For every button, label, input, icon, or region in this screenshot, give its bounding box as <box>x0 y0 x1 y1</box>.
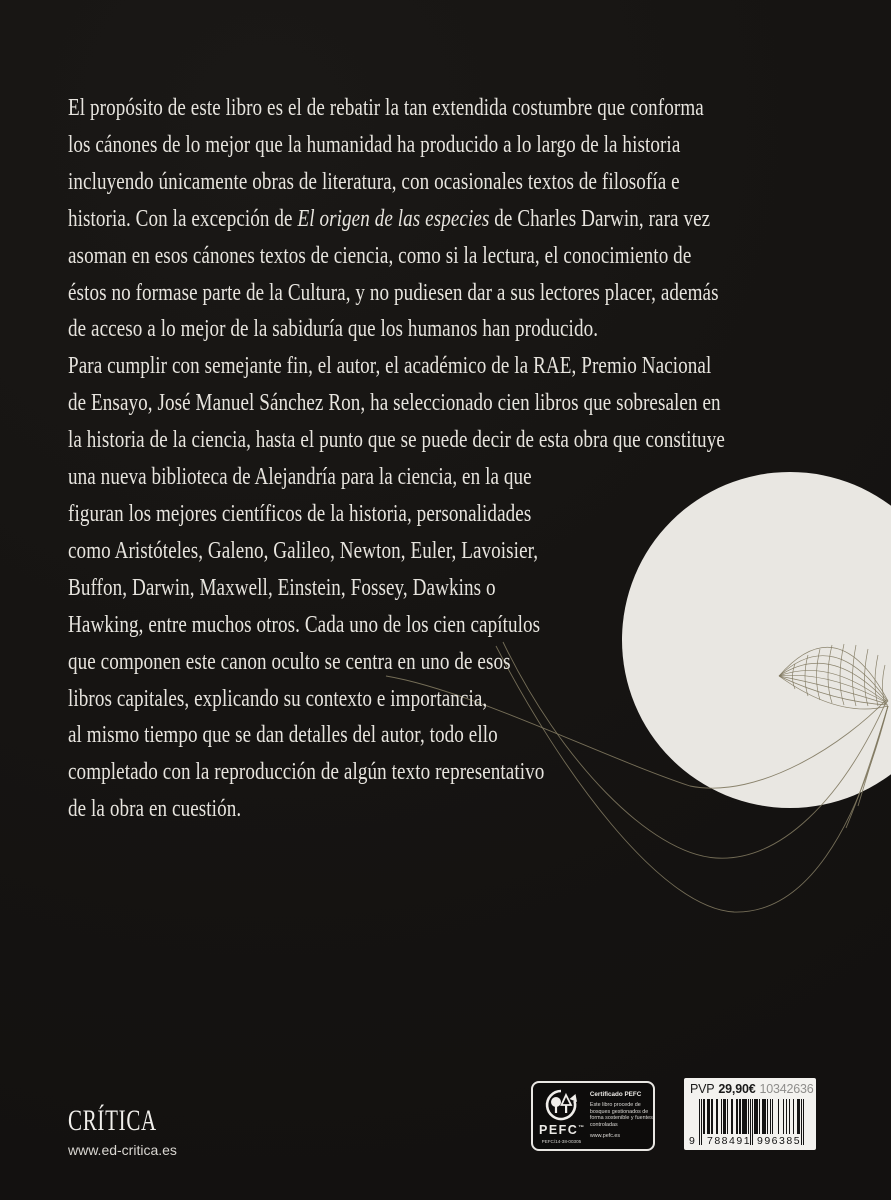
pefc-description-line: controladas <box>589 1121 618 1128</box>
barcode-digits-right: 996385 <box>757 1135 802 1147</box>
text-line: una nueva biblioteca de Alejandría para la ciencia, en la que <box>68 463 532 491</box>
pefc-logo-block <box>539 1088 584 1145</box>
pefc-description-line: Este libro procede de <box>589 1102 641 1108</box>
text-line: que componen este canon oculto se centra en uno de esos <box>68 647 511 675</box>
text-line: de Ensayo, José Manuel Sánchez Ron, ha seleccionado cien libros que sobresalen en <box>68 389 721 417</box>
text-line: incluyendo únicamente obras de literatura, con ocasionales textos de filosofía e <box>68 167 680 195</box>
text-line: historia. Con la excepción de El origen de las especies de Charles Darwin, rara vez <box>68 204 711 232</box>
text-line: Hawking, entre muchos otros. Cada uno de los cien capítulos <box>68 610 541 638</box>
ean-barcode <box>690 1097 810 1146</box>
text-line: figuran los mejores científicos de la historia, personalidades <box>68 499 532 527</box>
text-line: Para cumplir con semejante fin, el autor, el académico de la RAE, Premio Nacional <box>68 352 712 380</box>
pefc-logo-icon <box>544 1088 578 1122</box>
pefc-description <box>590 1102 653 1128</box>
price-line <box>690 1082 814 1096</box>
pvp-label: PVP <box>690 1082 715 1096</box>
pefc-logo-label: PEFC <box>539 1123 579 1138</box>
pefc-description-line: bosques gestionados de <box>589 1108 649 1115</box>
pefc-trademark: ™ <box>578 1125 584 1131</box>
price-value: 29,90€ <box>718 1082 756 1096</box>
text-line: de acceso a lo mejor de la sabiduría que los humanos han producido. <box>68 315 599 343</box>
pefc-card <box>531 1081 655 1151</box>
pefc-description-line: forma sostenible y fuentes <box>589 1115 653 1122</box>
pefc-logo-text <box>539 1122 584 1137</box>
barcode-digits <box>690 1135 810 1147</box>
pefc-cert-code: PEFC/14-38-00305 <box>541 1139 582 1145</box>
publisher-logo: CRÍTICA <box>68 1104 157 1137</box>
text-line: libros capitales, explicando su contexto e importancia, <box>68 684 488 712</box>
text-line: completado con la reproducción de algún texto representativo <box>68 758 545 786</box>
italic-book-title: El origen de las especies <box>297 204 490 232</box>
text-line: éstos no formase parte de la Cultura, y no pudiesen dar a sus lectores placer, además <box>68 278 719 306</box>
back-cover-text <box>68 90 891 828</box>
text-line: como Aristóteles, Galeno, Galileo, Newton, Euler, Lavoisier, <box>68 536 539 564</box>
price-barcode-sticker <box>684 1078 816 1150</box>
text-line: de la obra en cuestión. <box>68 795 242 823</box>
pefc-title: Certificado PEFC <box>589 1091 642 1098</box>
publisher-block <box>68 1104 195 1158</box>
text-line: la historia de la ciencia, hasta el punto que se puede decir de esta obra que constituye <box>68 426 725 454</box>
text-line: Buffon, Darwin, Maxwell, Einstein, Fossey, Dawkins o <box>68 573 496 601</box>
barcode-digit-first: 9 <box>689 1135 697 1147</box>
text-line: los cánones de lo mejor que la humanidad ha producido a lo largo de la historia <box>68 130 681 158</box>
product-code: 10342636 <box>759 1082 814 1096</box>
barcode-digits-left: 788491 <box>707 1135 752 1147</box>
text-line: asoman en esos cánones textos de ciencia, como si la lectura, el conocimiento de <box>68 241 692 269</box>
publisher-website: www.ed-critica.es <box>68 1142 177 1158</box>
text-line: El propósito de este libro es el de rebatir la tan extendida costumbre que conforma <box>68 94 704 121</box>
pefc-text-block <box>590 1088 653 1145</box>
pefc-website: www.pefc.es <box>589 1133 621 1140</box>
text-line: al mismo tiempo que se dan detalles del autor, todo ello <box>68 721 498 749</box>
